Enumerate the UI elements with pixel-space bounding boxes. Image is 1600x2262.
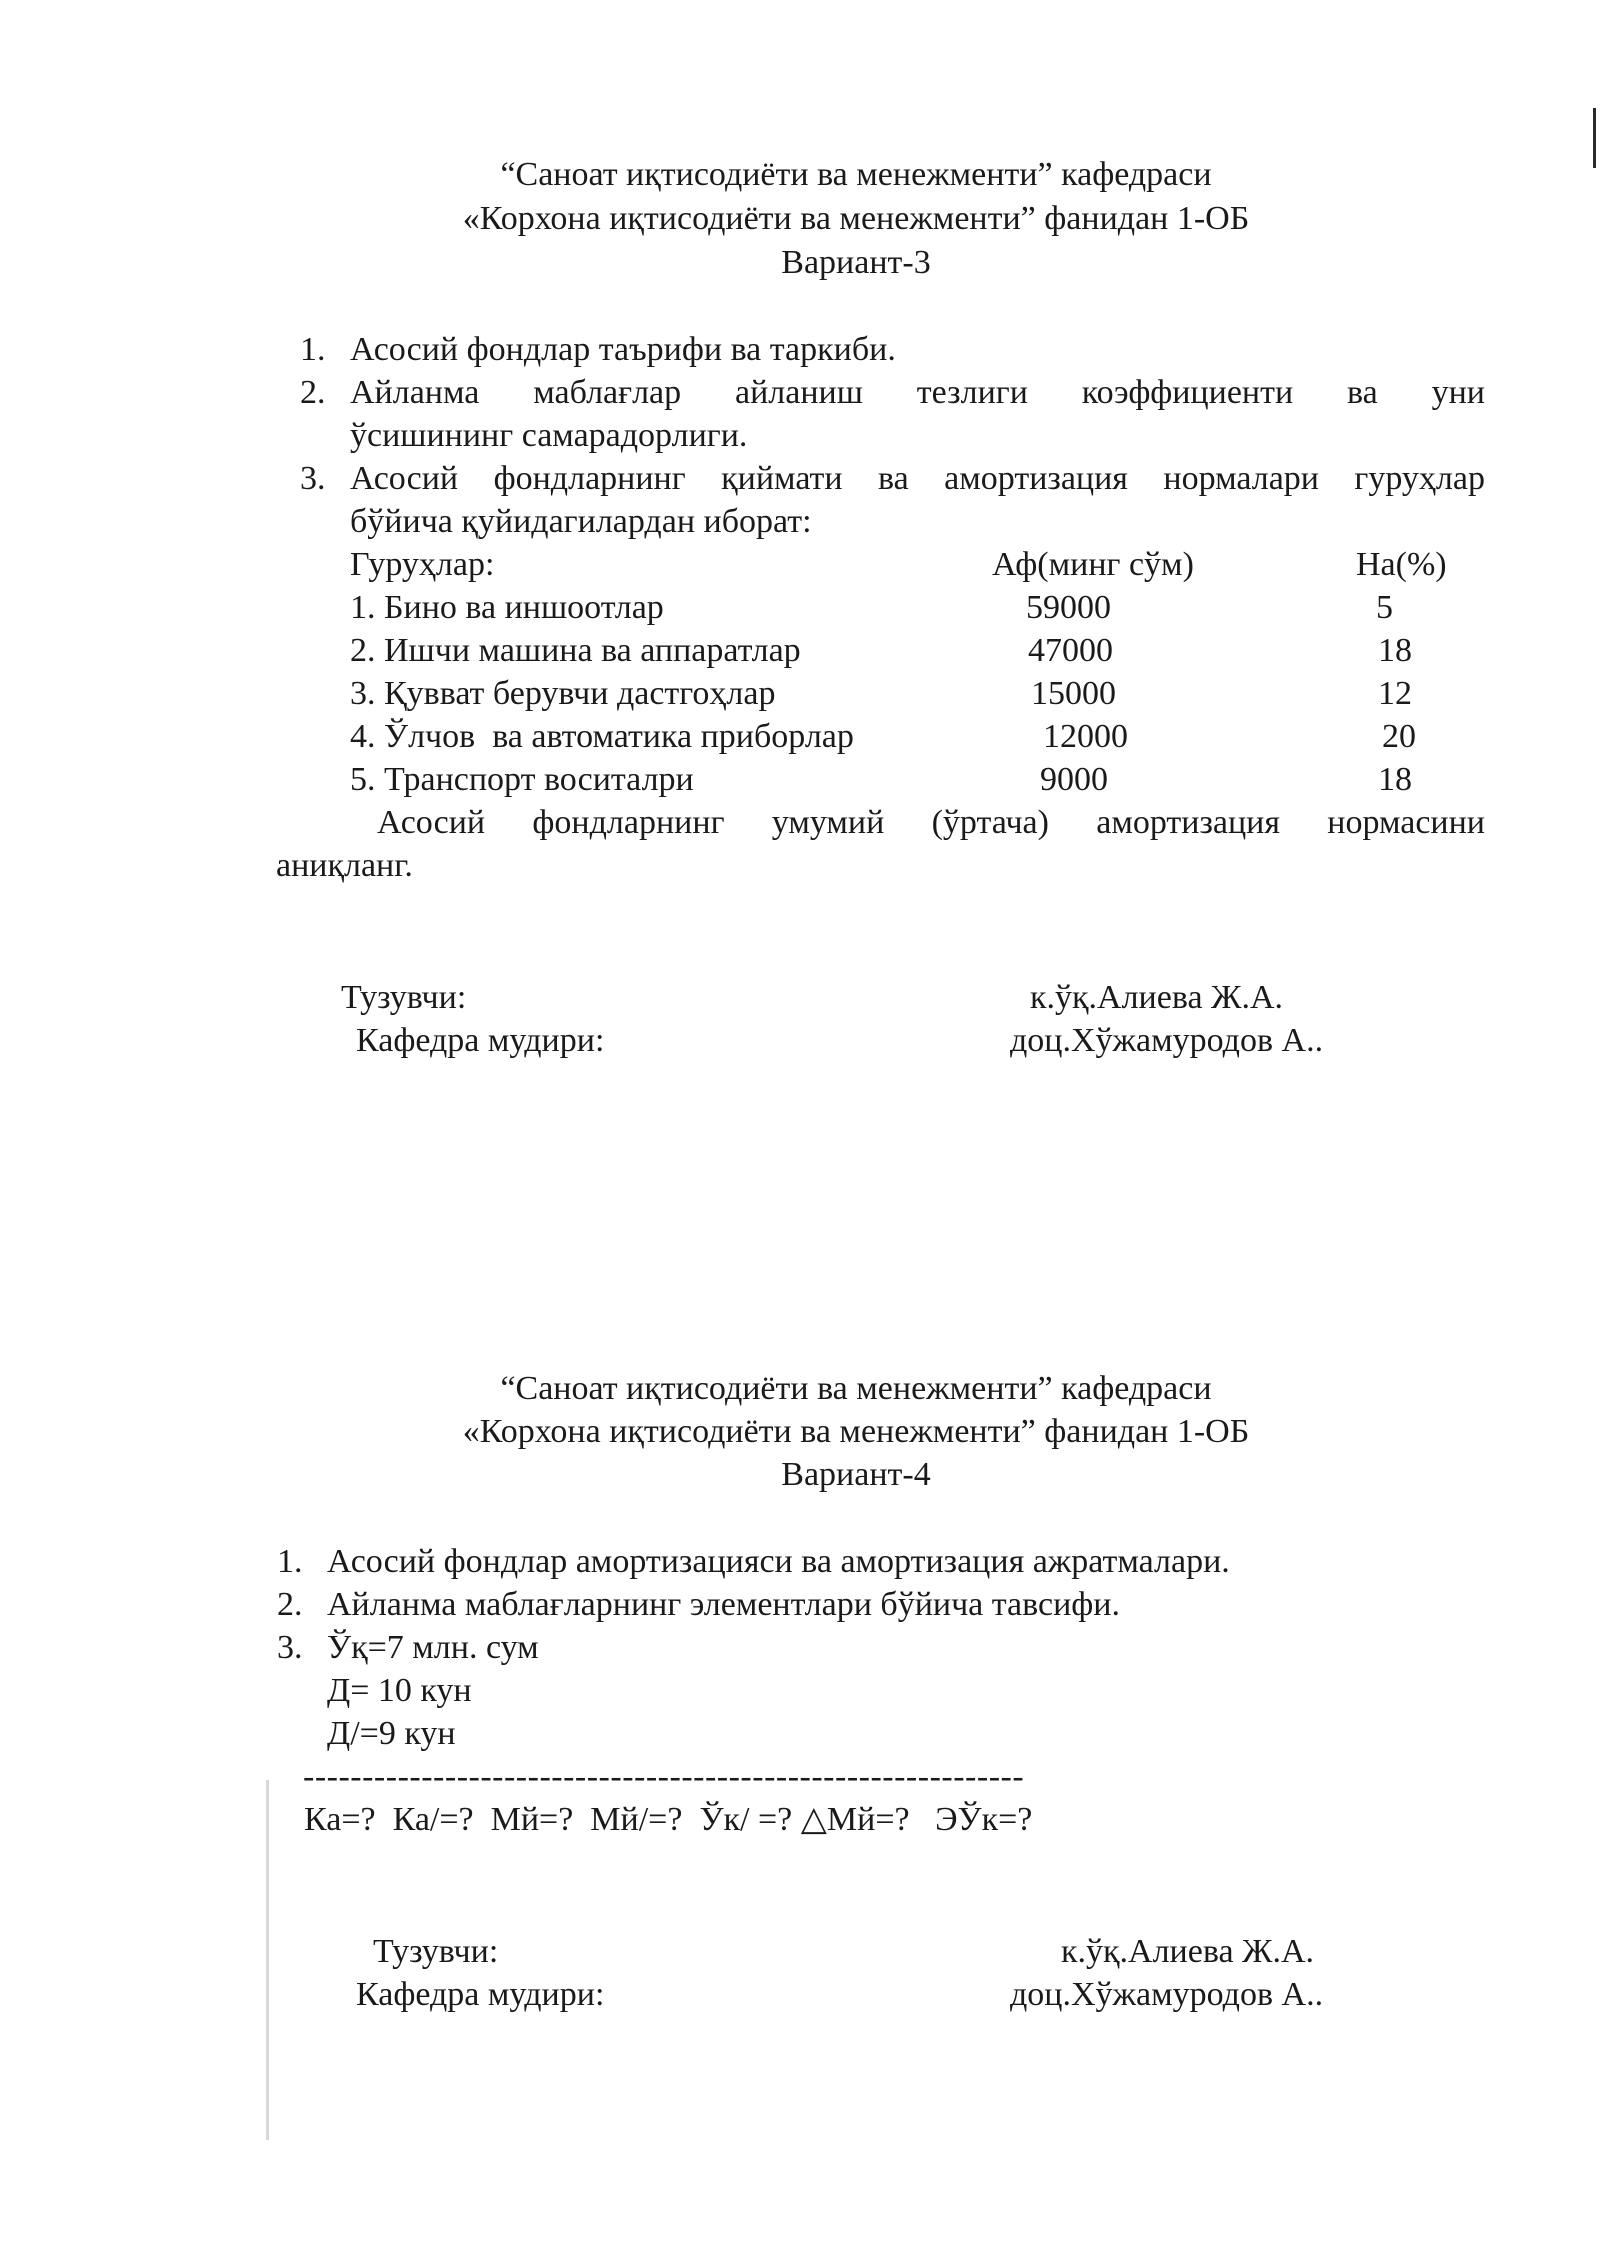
item-text: Айланма маблағлар айланиш тезлиги коэффициенти ва уни — [350, 374, 1485, 411]
table-row-rate: 18 — [1378, 761, 1412, 798]
table-row-value: 47000 — [1028, 632, 1113, 669]
column-header-rate: На(%) — [1356, 546, 1447, 583]
task-text: Асосий фондларнинг умумий (ўртача) амортизация нормасини — [377, 804, 1485, 841]
table-row-value: 9000 — [1040, 761, 1108, 798]
item-number: 3. — [300, 460, 326, 497]
table-row-rate: 12 — [1378, 675, 1412, 712]
item-number: 2. — [300, 374, 326, 411]
table-row-name: 2. Ишчи машина ва аппаратлар — [350, 632, 801, 669]
table-row-name: 3. Қувват берувчи дастгоҳлар — [350, 675, 776, 712]
subject-title: «Корхона иқтисодиёти ва менежменти” фанидан 1-ОБ — [462, 1413, 1250, 1450]
item-number: 1. — [277, 1543, 303, 1580]
item-text-continuation: бўйича қуйидагилардан иборат: — [350, 503, 812, 540]
department-title: “Саноат иқтисодиёти ва менежменти” кафедраси — [500, 1370, 1212, 1407]
separator-line: ------------------------------------------------------------- — [303, 1758, 1025, 1795]
item-text: Асосий фондлар таърифи ва таркиби. — [350, 331, 896, 368]
table-row-name: 4. Ўлчов ва автоматика приборлар — [350, 718, 854, 755]
item-number: 2. — [277, 1586, 303, 1623]
head-label: Кафедра мудири: — [356, 1022, 605, 1059]
head-name: доц.Хўжамуродов А.. — [1010, 1022, 1324, 1059]
table-row-value: 12000 — [1043, 718, 1128, 755]
table-row-value: 59000 — [1026, 589, 1111, 626]
task-text-continuation: аниқланг. — [276, 847, 413, 884]
item-text-continuation: ўсишининг самарадорлиги. — [350, 417, 748, 454]
table-row-rate: 5 — [1376, 589, 1393, 626]
subject-title: «Корхона иқтисодиёти ва менежменти” фанидан 1-ОБ — [462, 200, 1250, 237]
department-title: “Саноат иқтисодиёти ва менежменти” кафедраси — [500, 156, 1212, 193]
table-row-name: 5. Транспорт воситалри — [350, 761, 694, 798]
item-text: Асосий фондларнинг қиймати ва амортизация нормалари гуруҳлар — [350, 460, 1485, 497]
compiler-label: Тузувчи: — [341, 979, 467, 1016]
variant-label: Вариант-4 — [781, 1456, 931, 1493]
column-header-groups: Гуруҳлар: — [350, 546, 495, 583]
column-header-value: Аф(минг сўм) — [992, 546, 1194, 583]
table-row-rate: 18 — [1378, 632, 1412, 669]
page-edge-shadow — [266, 1780, 269, 2140]
unknowns-line: Ка=? Ка/=? Мй=? Мй/=? Ўк/ =? △Мй=? ЭЎк=? — [304, 1801, 1033, 1838]
compiler-name: к.ўқ.Алиева Ж.А. — [1030, 979, 1284, 1016]
item-text: Ўқ=7 млн. сум — [327, 1629, 539, 1666]
table-row-name: 1. Бино ва иншоотлар — [350, 589, 664, 626]
given-value: Д= 10 кун — [327, 1672, 472, 1709]
table-row-value: 15000 — [1031, 675, 1116, 712]
item-text: Асосий фондлар амортизацияси ва амортизация ажратмалари. — [327, 1543, 1230, 1580]
variant-label: Вариант-3 — [781, 244, 931, 281]
table-row-rate: 20 — [1382, 718, 1416, 755]
compiler-label: Тузувчи: — [373, 1933, 499, 1970]
given-value: Д/=9 кун — [327, 1715, 456, 1752]
item-number: 1. — [300, 331, 326, 368]
compiler-name: к.ўқ.Алиева Ж.А. — [1061, 1933, 1315, 1970]
head-label: Кафедра мудири: — [356, 1976, 605, 2013]
head-name: доц.Хўжамуродов А.. — [1010, 1976, 1324, 2013]
item-text: Айланма маблағларнинг элементлари бўйича тавсифи. — [327, 1586, 1121, 1623]
item-number: 3. — [277, 1629, 303, 1666]
